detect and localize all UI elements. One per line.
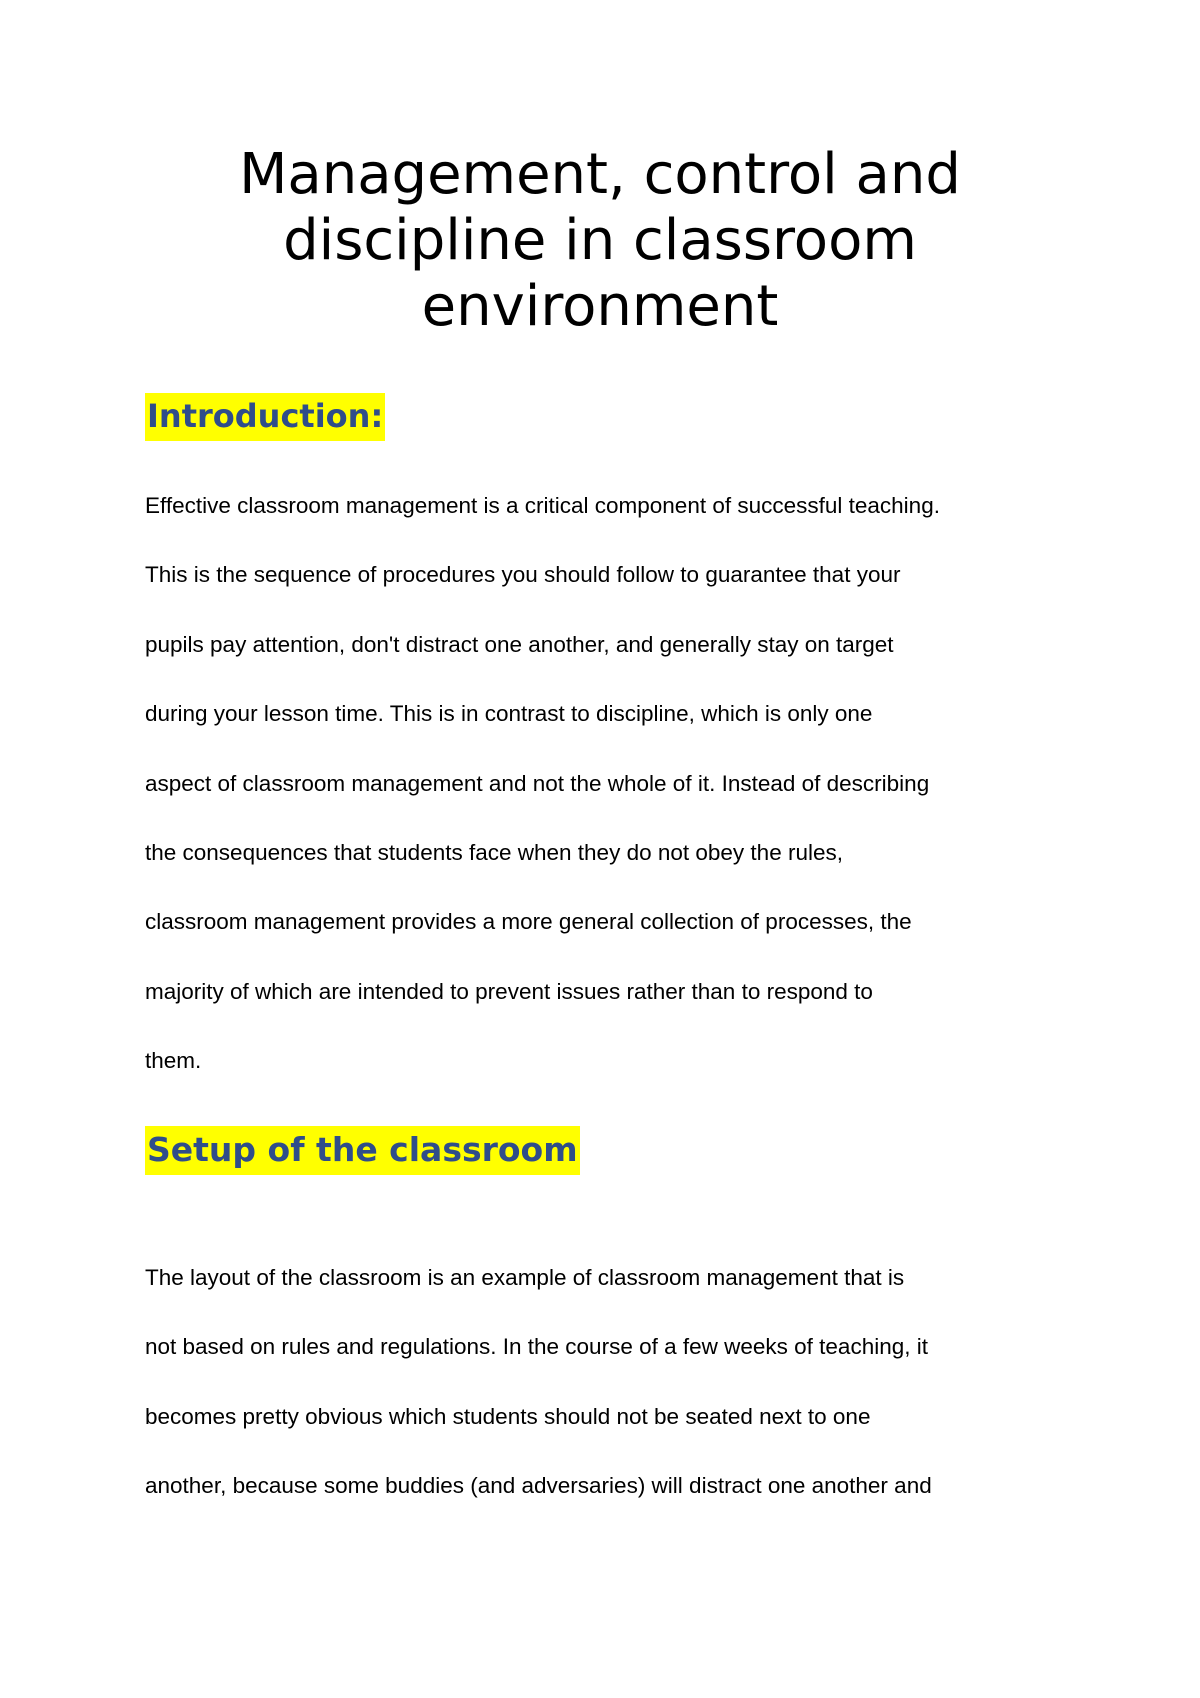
paragraph-line: them. <box>145 1048 202 1074</box>
paragraph-line: This is the sequence of procedures you should follow to guarantee that your <box>145 562 901 588</box>
section-heading-introduction <box>145 394 385 438</box>
paragraph-line: becomes pretty obvious which students should not be seated next to one <box>145 1403 871 1429</box>
paragraph-line: another, because some buddies (and adversaries) will distract one another and <box>145 1473 932 1499</box>
highlighted-heading-text: Introduction: <box>145 393 385 441</box>
paragraph-line: majority of which are intended to prevent issues rather than to respond to <box>145 978 873 1004</box>
paragraph-line: The layout of the classroom is an example of classroom management that is <box>145 1265 905 1290</box>
paragraph-setup-of-the-classroom <box>145 1256 1085 1534</box>
paragraph-introduction <box>145 484 1085 1109</box>
paragraph-line: pupils pay attention, don't distract one another, and generally stay on target <box>145 631 894 657</box>
paragraph-line: during your lesson time. This is in contrast to discipline, which is only one <box>145 701 873 727</box>
title-line: environment <box>421 274 779 339</box>
paragraph-line: the consequences that students face when they do not obey the rules, <box>145 839 843 865</box>
paragraph-line: Effective classroom management is a critical component of successful teaching. <box>145 493 940 518</box>
title-line: discipline in classroom <box>283 208 917 273</box>
paragraph-line: not based on rules and regulations. In the course of a few weeks of teaching, it <box>145 1334 928 1360</box>
document-title <box>200 142 1000 340</box>
highlighted-heading-text: Setup of the classroom <box>145 1126 580 1175</box>
title-line: Management, control and <box>239 142 961 207</box>
section-heading-setup-of-the-classroom <box>145 1128 580 1172</box>
paragraph-line: aspect of classroom management and not the whole of it. Instead of describing <box>145 770 930 796</box>
paragraph-line: classroom management provides a more general collection of processes, the <box>145 909 912 935</box>
